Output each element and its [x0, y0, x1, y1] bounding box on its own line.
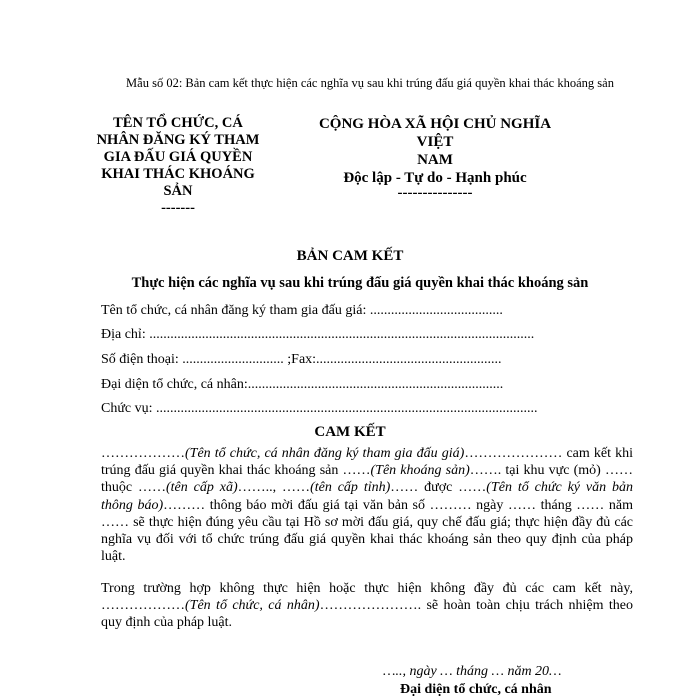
org-header-line: SẢN [163, 183, 193, 199]
placeholder-issuing-body: (Tên tổ chức ký văn bản thông báo) [101, 480, 634, 513]
placeholder-mineral: (Tên khoáng sản) [370, 463, 470, 479]
paragraph-text: …………………. sẽ hoàn toàn chịu trách nhiệm theo quy định của pháp luật. [101, 598, 633, 631]
paragraph-text: …… được …… [390, 480, 487, 496]
org-header-line: GIA ĐẤU GIÁ QUYỀN [103, 149, 253, 165]
document-title: BẢN CAM KẾT [296, 248, 404, 264]
document-subtitle: Thực hiện các nghĩa vụ sau khi trúng đấu giá quyền khai thác khoáng sản [131, 275, 589, 291]
organization-header [88, 115, 268, 217]
paragraph-text: ……………… [101, 446, 185, 461]
national-motto: Độc lập - Tự do - Hạnh phúc [343, 170, 527, 186]
paragraph-text: ……. tại khu vực (mỏ) …… thuộc …… [101, 463, 633, 496]
placeholder-organization: (Tên tổ chức, cá nhân) [185, 598, 320, 614]
paragraph-text: Trong trường hợp không thực hiện hoặc thực hiện không đầy đủ các cam kết này, ……………… [101, 581, 633, 614]
date-line: ….., ngày … tháng … năm 20… [383, 664, 562, 679]
paragraph-text: ………………… cam kết khi trúng đấu giá quyền khai thác khoáng sản …… [101, 446, 633, 479]
nation-header-rule: --------------- [397, 185, 473, 201]
paragraph-text: ……… thông báo mời đấu giá tại văn bản số ……… ngày …… tháng …… năm …… sẽ thực hiện đúng yêu cầu tại Hồ sơ mời đấu giá, quy chế đấu giá; thực hiện đầy đủ các nghĩa vụ đối với tổ chức trúng đấu giá quyền khai thác khoáng sản theo quy định của pháp luật. [101, 497, 633, 565]
paragraph-text: …….., …… [237, 480, 311, 496]
org-header-rule: ------- [161, 200, 195, 216]
org-header-line: NHÂN ĐĂNG KÝ THAM [96, 132, 260, 148]
form-title: Mẫu số 02: Bản cam kết thực hiện các nghĩa vụ sau khi trúng đấu giá quyền khai thác khoáng sản [126, 76, 614, 90]
field-position: Chức vụ: ............................................................................................................. [101, 401, 538, 416]
nation-header [300, 115, 570, 199]
org-header-line: TÊN TỔ CHỨC, CÁ [113, 115, 243, 131]
placeholder-organization: (Tên tổ chức, cá nhân đăng ký tham gia đấu giá) [185, 446, 465, 461]
commitment-paragraph [101, 445, 633, 565]
placeholder-province: (tên cấp tỉnh) [310, 480, 391, 496]
liability-paragraph [101, 580, 633, 632]
org-header-line: KHAI THÁC KHOÁNG [101, 166, 255, 182]
field-representative: Đại diện tổ chức, cá nhân:......................................................................... [101, 377, 504, 392]
field-phone-fax: Số điện thoại: ............................. ;Fax:..................................................... [101, 352, 502, 367]
nation-name-line: CỘNG HÒA XÃ HỘI CHỦ NGHĨA VIỆT [318, 116, 552, 150]
placeholder-commune: (tên cấp xã) [166, 480, 238, 496]
nation-name-line: NAM [417, 152, 453, 168]
field-address: Địa chỉ: .............................................................................................................. [101, 327, 535, 342]
commitment-heading: CAM KẾT [314, 424, 386, 440]
signature-label: Đại diện tổ chức, cá nhân [400, 682, 552, 697]
field-organization-name: Tên tổ chức, cá nhân đăng ký tham gia đấu giá: ...................................... [101, 303, 503, 318]
